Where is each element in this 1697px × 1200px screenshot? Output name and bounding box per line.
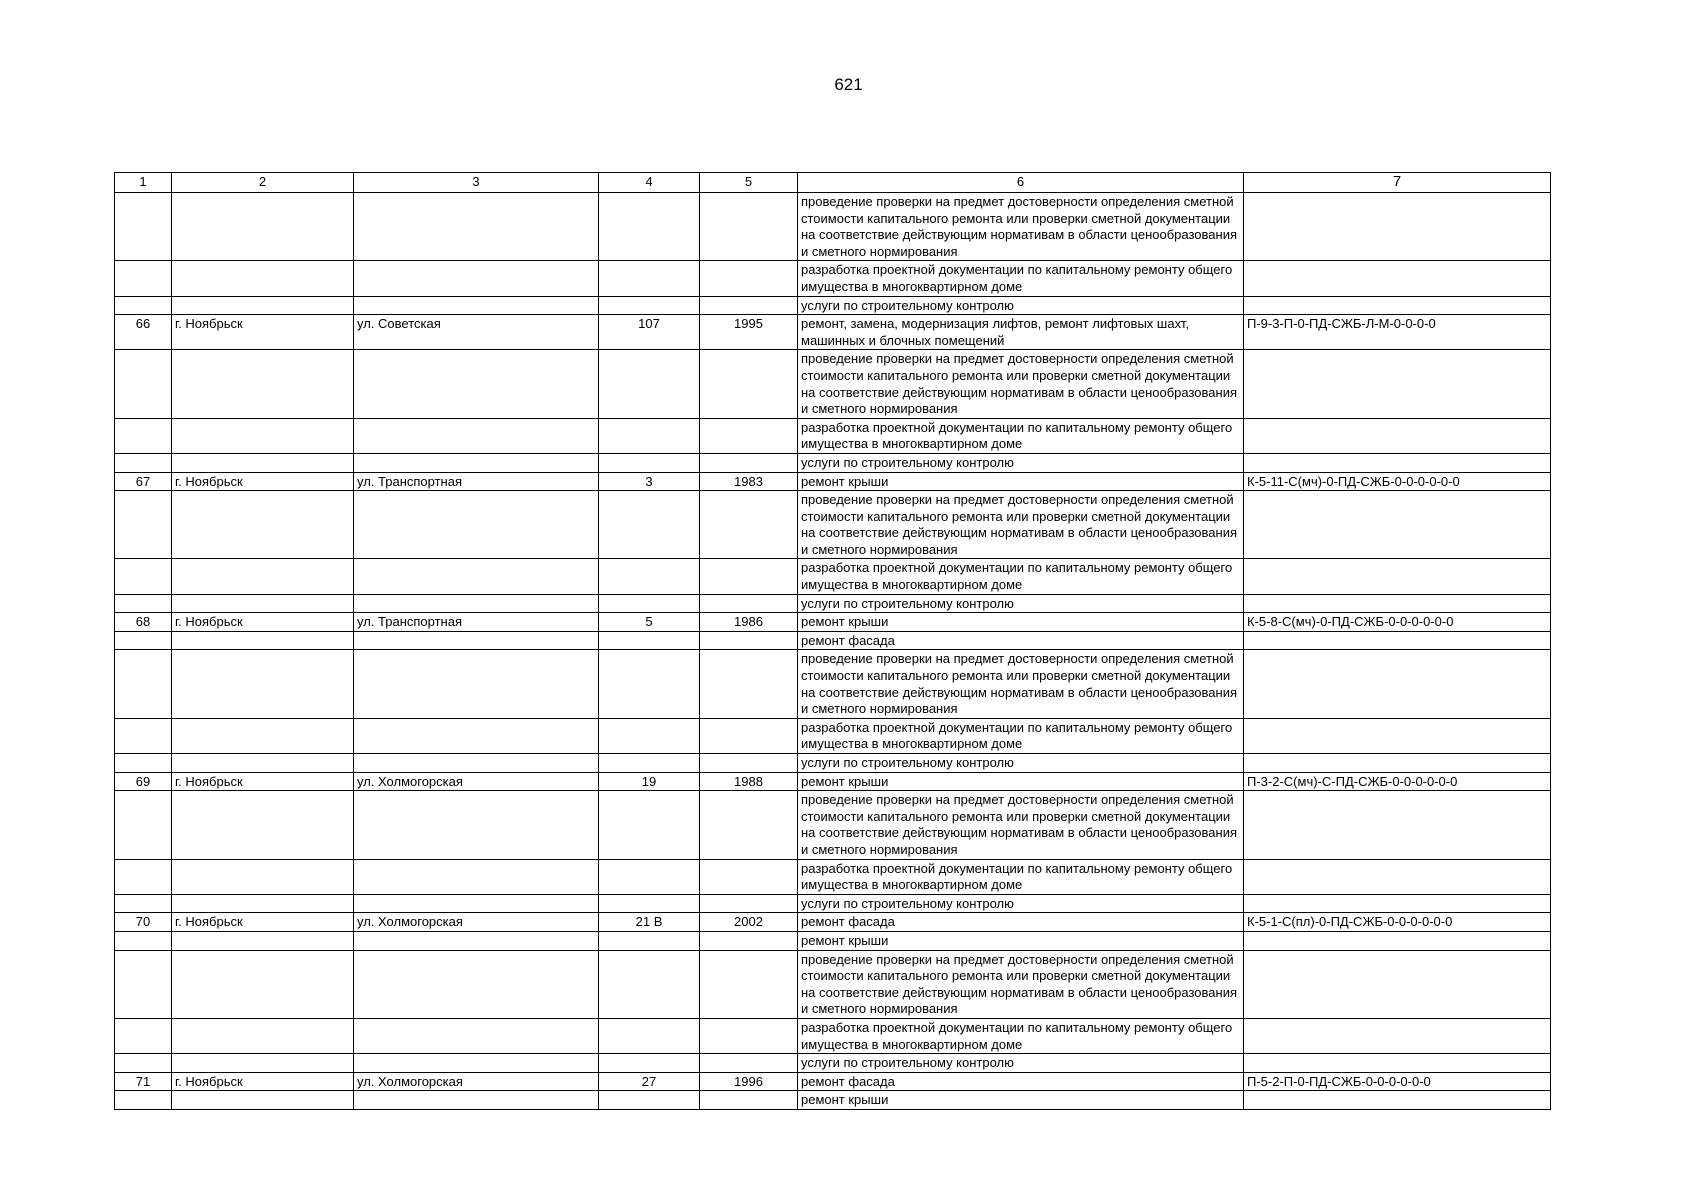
row-number-cell [115,491,172,559]
year-cell [700,718,798,753]
building-code-cell [1244,650,1551,718]
work-type-cell: ремонт крыши [798,1091,1244,1110]
year-cell: 1986 [700,613,798,632]
city-cell: г. Ноябрьск [172,913,354,932]
building-code-cell: К-5-8-С(мч)-0-ПД-СЖБ-0-0-0-0-0-0 [1244,613,1551,632]
row-number-cell [115,791,172,859]
row-number-cell: 69 [115,772,172,791]
capital-repair-table [114,172,1551,1110]
street-cell [354,193,599,261]
work-type-cell: разработка проектной документации по капитальному ремонту общего имущества в многоквартирном доме [798,418,1244,453]
row-number-cell: 66 [115,315,172,350]
house-number-cell: 3 [599,472,700,491]
table-row [115,650,1551,718]
building-code-cell [1244,594,1551,613]
street-cell: ул. Холмогорская [354,772,599,791]
street-cell [354,453,599,472]
year-cell [700,631,798,650]
table-row [115,296,1551,315]
city-cell [172,650,354,718]
street-cell [354,418,599,453]
row-number-cell [115,594,172,613]
building-code-cell [1244,491,1551,559]
table-row [115,261,1551,296]
work-type-cell: разработка проектной документации по капитальному ремонту общего имущества в многоквартирном доме [798,1018,1244,1053]
house-number-cell [599,1054,700,1073]
city-cell [172,1054,354,1073]
year-cell [700,754,798,773]
city-cell [172,931,354,950]
city-cell [172,296,354,315]
house-number-cell [599,1091,700,1110]
street-cell: ул. Советская [354,315,599,350]
row-number-cell: 71 [115,1072,172,1091]
building-code-cell [1244,754,1551,773]
year-cell [700,296,798,315]
work-type-cell: ремонт, замена, модернизация лифтов, ремонт лифтовых шахт, машинных и блочных помещений [798,315,1244,350]
house-number-cell [599,296,700,315]
row-number-cell: 67 [115,472,172,491]
street-cell: ул. Холмогорская [354,913,599,932]
street-cell [354,1091,599,1110]
year-cell: 1995 [700,315,798,350]
table-row [115,491,1551,559]
year-cell: 1996 [700,1072,798,1091]
table-row [115,453,1551,472]
row-number-cell [115,650,172,718]
header-cell-5: 5 [700,173,798,193]
house-number-cell [599,418,700,453]
house-number-cell [599,791,700,859]
street-cell [354,296,599,315]
street-cell [354,754,599,773]
building-code-cell [1244,631,1551,650]
street-cell [354,1018,599,1053]
building-code-cell [1244,559,1551,594]
row-number-cell [115,754,172,773]
table-row [115,950,1551,1018]
city-cell [172,718,354,753]
header-cell-2: 2 [172,173,354,193]
table-row [115,594,1551,613]
house-number-cell: 19 [599,772,700,791]
city-cell [172,631,354,650]
row-number-cell: 70 [115,913,172,932]
city-cell [172,894,354,913]
header-cell-3: 3 [354,173,599,193]
street-cell: ул. Транспортная [354,613,599,632]
row-number-cell [115,1091,172,1110]
building-code-cell: П-5-2-П-0-ПД-СЖБ-0-0-0-0-0-0 [1244,1072,1551,1091]
house-number-cell: 5 [599,613,700,632]
building-code-cell: П-9-3-П-0-ПД-СЖБ-Л-М-0-0-0-0 [1244,315,1551,350]
building-code-cell [1244,931,1551,950]
building-code-cell [1244,453,1551,472]
work-type-cell: разработка проектной документации по капитальному ремонту общего имущества в многоквартирном доме [798,718,1244,753]
street-cell [354,631,599,650]
work-type-cell: разработка проектной документации по капитальному ремонту общего имущества в многоквартирном доме [798,261,1244,296]
year-cell: 1983 [700,472,798,491]
house-number-cell [599,594,700,613]
row-number-cell [115,453,172,472]
house-number-cell [599,718,700,753]
table-row [115,772,1551,791]
street-cell [354,491,599,559]
house-number-cell: 21 В [599,913,700,932]
city-cell: г. Ноябрьск [172,472,354,491]
house-number-cell [599,491,700,559]
city-cell: г. Ноябрьск [172,613,354,632]
work-type-cell: проведение проверки на предмет достоверности определения сметной стоимости капитального ремонта или проверки сметной документации на соответствие действующим нормативам в области ценообразования и сметного нормирования [798,350,1244,418]
year-cell [700,261,798,296]
house-number-cell [599,950,700,1018]
header-cell-7: 7 [1244,173,1551,193]
street-cell [354,350,599,418]
building-code-cell [1244,1091,1551,1110]
row-number-cell [115,1054,172,1073]
table-row [115,913,1551,932]
year-cell [700,418,798,453]
year-cell: 1988 [700,772,798,791]
house-number-cell [599,453,700,472]
building-code-cell: К-5-11-С(мч)-0-ПД-СЖБ-0-0-0-0-0-0 [1244,472,1551,491]
city-cell [172,1091,354,1110]
year-cell [700,950,798,1018]
house-number-cell [599,650,700,718]
row-number-cell [115,931,172,950]
year-cell [700,931,798,950]
row-number-cell [115,1018,172,1053]
street-cell [354,261,599,296]
city-cell [172,754,354,773]
work-type-cell: услуги по строительному контролю [798,754,1244,773]
work-type-cell: услуги по строительному контролю [798,894,1244,913]
building-code-cell [1244,418,1551,453]
city-cell [172,418,354,453]
table-row [115,931,1551,950]
header-cell-1: 1 [115,173,172,193]
city-cell [172,1018,354,1053]
work-type-cell: проведение проверки на предмет достоверности определения сметной стоимости капитального ремонта или проверки сметной документации на соответствие действующим нормативам в области ценообразования и сметного нормирования [798,491,1244,559]
header-cell-6: 6 [798,173,1244,193]
work-type-cell: ремонт фасада [798,1072,1244,1091]
city-cell [172,859,354,894]
city-cell [172,491,354,559]
house-number-cell [599,631,700,650]
table-row [115,754,1551,773]
work-type-cell: ремонт фасада [798,631,1244,650]
work-type-cell: проведение проверки на предмет достоверности определения сметной стоимости капитального ремонта или проверки сметной документации на соответствие действующим нормативам в области ценообразования и сметного нормирования [798,650,1244,718]
row-number-cell [115,350,172,418]
street-cell [354,718,599,753]
building-code-cell [1244,859,1551,894]
building-code-cell [1244,1018,1551,1053]
table-row [115,418,1551,453]
table-row [115,559,1551,594]
year-cell [700,1054,798,1073]
year-cell [700,350,798,418]
table-header-row [115,173,1551,193]
building-code-cell [1244,894,1551,913]
work-type-cell: разработка проектной документации по капитальному ремонту общего имущества в многоквартирном доме [798,859,1244,894]
work-type-cell: проведение проверки на предмет достоверности определения сметной стоимости капитального ремонта или проверки сметной документации на соответствие действующим нормативам в области ценообразования и сметного нормирования [798,791,1244,859]
street-cell [354,894,599,913]
table-row [115,193,1551,261]
house-number-cell [599,894,700,913]
house-number-cell: 27 [599,1072,700,1091]
city-cell [172,453,354,472]
city-cell [172,559,354,594]
row-number-cell [115,894,172,913]
street-cell: ул. Холмогорская [354,1072,599,1091]
street-cell [354,1054,599,1073]
city-cell: г. Ноябрьск [172,772,354,791]
work-type-cell: услуги по строительному контролю [798,1054,1244,1073]
row-number-cell: 68 [115,613,172,632]
street-cell [354,950,599,1018]
street-cell: ул. Транспортная [354,472,599,491]
row-number-cell [115,718,172,753]
city-cell: г. Ноябрьск [172,1072,354,1091]
row-number-cell [115,631,172,650]
row-number-cell [115,418,172,453]
work-type-cell: ремонт крыши [798,472,1244,491]
table-row [115,859,1551,894]
table-row [115,1072,1551,1091]
row-number-cell [115,950,172,1018]
work-type-cell: проведение проверки на предмет достоверности определения сметной стоимости капитального ремонта или проверки сметной документации на соответствие действующим нормативам в области ценообразования и сметного нормирования [798,193,1244,261]
street-cell [354,791,599,859]
row-number-cell [115,261,172,296]
building-code-cell [1244,350,1551,418]
work-type-cell: разработка проектной документации по капитальному ремонту общего имущества в многоквартирном доме [798,559,1244,594]
city-cell [172,350,354,418]
street-cell [354,931,599,950]
work-type-cell: проведение проверки на предмет достоверности определения сметной стоимости капитального ремонта или проверки сметной документации на соответствие действующим нормативам в области ценообразования и сметного нормирования [798,950,1244,1018]
building-code-cell: П-3-2-С(мч)-С-ПД-СЖБ-0-0-0-0-0-0 [1244,772,1551,791]
year-cell [700,491,798,559]
year-cell [700,859,798,894]
house-number-cell [599,754,700,773]
year-cell [700,894,798,913]
table-row [115,1018,1551,1053]
building-code-cell [1244,791,1551,859]
house-number-cell [599,350,700,418]
year-cell [700,1018,798,1053]
building-code-cell: К-5-1-С(пл)-0-ПД-СЖБ-0-0-0-0-0-0 [1244,913,1551,932]
year-cell: 2002 [700,913,798,932]
house-number-cell [599,559,700,594]
table-row [115,613,1551,632]
work-type-cell: ремонт крыши [798,772,1244,791]
work-type-cell: ремонт крыши [798,931,1244,950]
city-cell [172,193,354,261]
table-row [115,472,1551,491]
table-row [115,631,1551,650]
building-code-cell [1244,193,1551,261]
street-cell [354,559,599,594]
city-cell [172,950,354,1018]
street-cell [354,859,599,894]
work-type-cell: услуги по строительному контролю [798,594,1244,613]
city-cell [172,791,354,859]
year-cell [700,791,798,859]
table-row [115,894,1551,913]
year-cell [700,193,798,261]
building-code-cell [1244,1054,1551,1073]
table-row [115,718,1551,753]
work-type-cell: ремонт фасада [798,913,1244,932]
table-row [115,315,1551,350]
table-row [115,1054,1551,1073]
work-type-cell: ремонт крыши [798,613,1244,632]
row-number-cell [115,859,172,894]
house-number-cell [599,261,700,296]
table-row [115,350,1551,418]
year-cell [700,453,798,472]
row-number-cell [115,296,172,315]
building-code-cell [1244,718,1551,753]
row-number-cell [115,559,172,594]
row-number-cell [115,193,172,261]
page-number: 621 [834,75,863,94]
house-number-cell [599,1018,700,1053]
building-code-cell [1244,950,1551,1018]
header-cell-4: 4 [599,173,700,193]
house-number-cell [599,931,700,950]
building-code-cell [1244,296,1551,315]
building-code-cell [1244,261,1551,296]
street-cell [354,650,599,718]
house-number-cell: 107 [599,315,700,350]
house-number-cell [599,859,700,894]
city-cell: г. Ноябрьск [172,315,354,350]
table-row [115,1091,1551,1110]
year-cell [700,1091,798,1110]
work-type-cell: услуги по строительному контролю [798,296,1244,315]
year-cell [700,650,798,718]
street-cell [354,594,599,613]
house-number-cell [599,193,700,261]
year-cell [700,594,798,613]
city-cell [172,594,354,613]
table-row [115,791,1551,859]
year-cell [700,559,798,594]
city-cell [172,261,354,296]
work-type-cell: услуги по строительному контролю [798,453,1244,472]
